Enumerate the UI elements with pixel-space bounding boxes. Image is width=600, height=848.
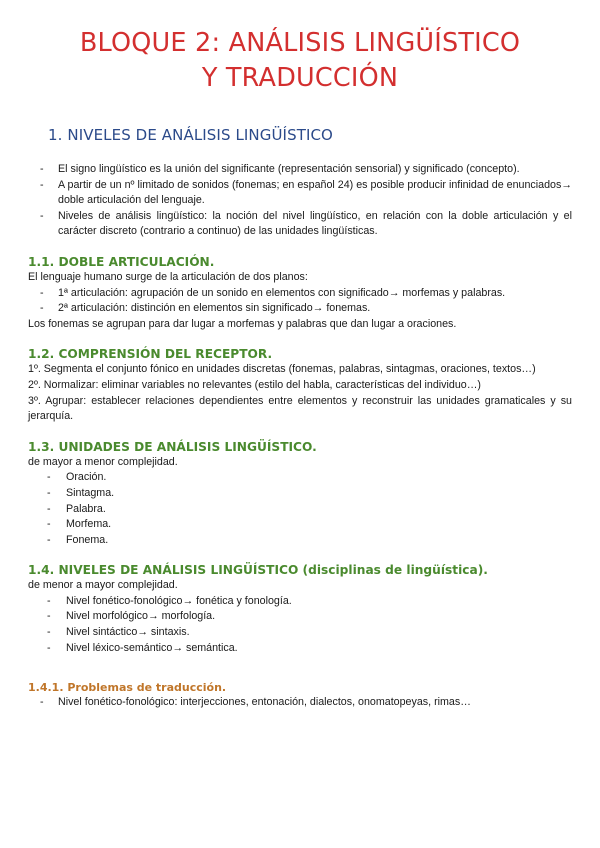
subsection-1-2-step-1: 1º. Segmenta el conjunto fónico en unidades discretas (fonemas, palabras, sintagmas, oraciones, textos…) [28, 363, 536, 376]
subsection-1-4-heading: 1.4. NIVELES DE ANÁLISIS LINGÜÍSTICO (disciplinas de lingüística). [28, 563, 488, 578]
list-item: - Nivel fonético-fonológico→ fonética y fonología. [28, 594, 572, 610]
section-1-list [28, 162, 572, 240]
list-item: - Morfema. [28, 517, 572, 533]
list-item: - Palabra. [28, 502, 572, 518]
list-item: - 1ª articulación: agrupación de un sonido en elementos con significado→ morfemas y palabras. [28, 286, 572, 302]
list-item: - Nivel léxico-semántico→ semántica. [28, 641, 572, 657]
subsection-1-2-heading: 1.2. COMPRENSIÓN DEL RECEPTOR. [28, 347, 273, 362]
page-title [28, 26, 572, 96]
subsection-1-1-heading: 1.1. DOBLE ARTICULACIÓN. [28, 254, 215, 269]
subsection-1-1-list [28, 286, 572, 317]
list-item: - Nivel morfológico→ morfología. [28, 609, 572, 625]
subsection-1-1-outro: Los fonemas se agrupan para dar lugar a morfemas y palabras que dan lugar a oraciones. [28, 317, 457, 330]
subsection-1-3-heading: 1.3. UNIDADES DE ANÁLISIS LINGÜÍSTICO. [28, 439, 317, 454]
list-item: - 2ª articulación: distinción en elementos sin significado→ fonemas. [28, 301, 572, 317]
list-item: - Niveles de análisis lingüístico: la noción del nivel lingüístico, en relación con la doble articulación y el carácter discreto (contrario a continuo) de las unidades lingüísticas. [28, 209, 572, 240]
subsection-1-2-step-2: 2º. Normalizar: eliminar variables no relevantes (estilo del habla, características del individuo…) [28, 378, 481, 391]
list-item: - Sintagma. [28, 486, 572, 502]
subsection-1-3-list [28, 470, 572, 548]
title-line-1: BLOQUE 2: ANÁLISIS LINGÜÍSTICO [79, 28, 521, 58]
list-item: - El signo lingüístico es la unión del significante (representación sensorial) y significado (concepto). [28, 162, 572, 178]
list-item: - Fonema. [28, 533, 572, 549]
subsection-1-4-1-heading: 1.4.1. Problemas de traducción. [28, 681, 227, 695]
list-item: - Oración. [28, 470, 572, 486]
subsection-1-2-step-3: 3º. Agrupar: establecer relaciones dependientes entre elementos y reconstruir las unidades gramaticales y su jerarquía. [28, 394, 572, 423]
subsection-1-4-1-list [28, 695, 572, 711]
list-item: - A partir de un nº limitado de sonidos (fonemas; en español 24) es posible producir infinidad de enunciados→ doble articulación del lenguaje. [28, 178, 572, 209]
subsection-1-3-intro: de mayor a menor complejidad. [28, 455, 178, 468]
list-item: - Nivel fonético-fonológico: interjecciones, entonación, dialectos, onomatopeyas, rimas… [28, 695, 572, 711]
section-1-heading: 1. NIVELES DE ANÁLISIS LINGÜÍSTICO [48, 126, 333, 144]
subsection-1-4-list [28, 594, 572, 656]
title-line-2: Y TRADUCCIÓN [201, 63, 399, 93]
subsection-1-4-intro: de menor a mayor complejidad. [28, 579, 178, 592]
subsection-1-1-intro: El lenguaje humano surge de la articulación de dos planos: [28, 270, 308, 283]
list-item: - Nivel sintáctico→ sintaxis. [28, 625, 572, 641]
